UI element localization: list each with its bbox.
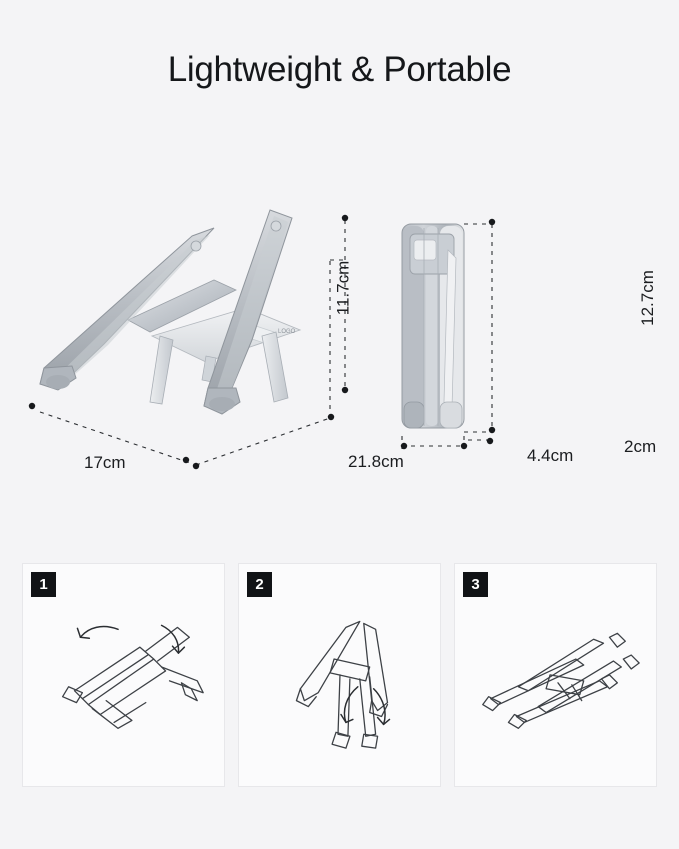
folded-dimension-label-height: 12.7cm	[637, 270, 657, 326]
page-title: Lightweight & Portable	[167, 50, 512, 89]
dimension-label-height: 11.7cm	[333, 260, 353, 316]
stand-dimension-drawing	[0, 140, 679, 540]
assembly-steps	[22, 563, 658, 787]
folded-dimension-label-width: 4.4cm	[527, 446, 574, 465]
folded-stand-graphic	[402, 224, 464, 428]
step-card-3	[454, 563, 657, 787]
step-1-diagram	[23, 564, 224, 786]
step-number-badge: 3	[463, 572, 488, 597]
folded-dimension-label-thickness: 2cm	[624, 437, 657, 456]
open-stand-graphic	[40, 210, 300, 414]
step-2-diagram	[239, 564, 440, 786]
dimension-label-depth: 21.8cm	[348, 452, 404, 471]
hero-illustration	[0, 140, 679, 540]
dimension-label-width: 17cm	[84, 453, 126, 472]
step-card-1	[22, 563, 225, 787]
step-number-badge: 1	[31, 572, 56, 597]
step-3-diagram	[455, 564, 656, 786]
step-card-2	[238, 563, 441, 787]
step-number-badge: 2	[247, 572, 272, 597]
svg-text:LOGO: LOGO	[278, 329, 296, 335]
